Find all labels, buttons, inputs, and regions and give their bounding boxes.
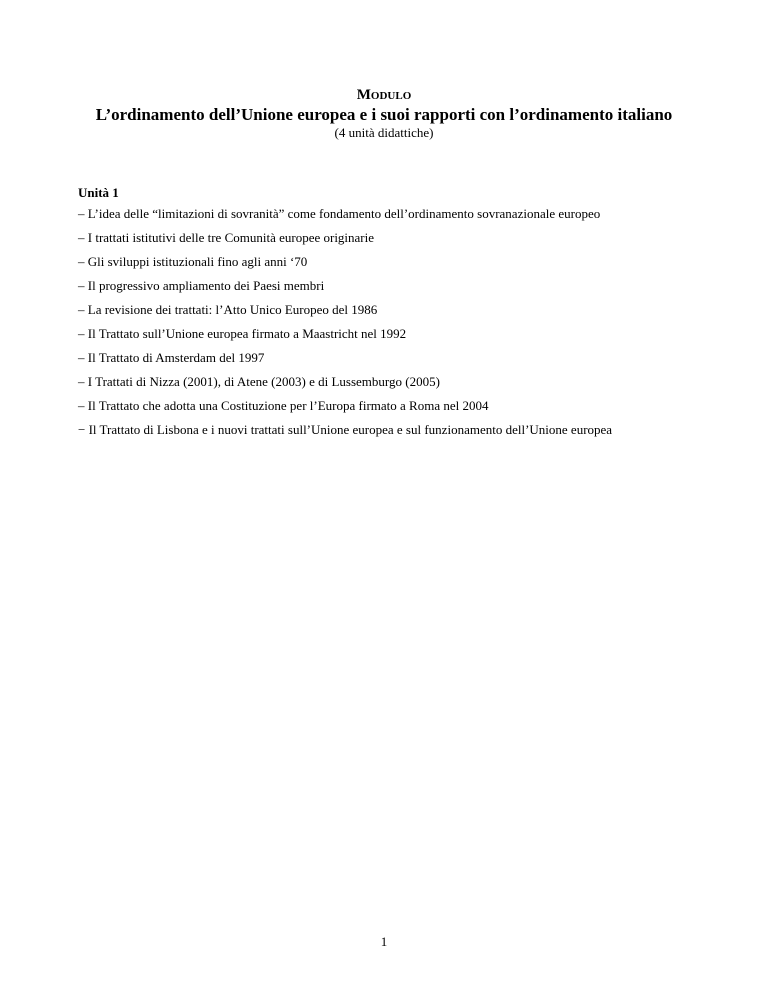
- topic-item: – La revisione dei trattati: l’Atto Unico Europeo del 1986: [78, 302, 378, 317]
- topic-item: – Il Trattato di Amsterdam del 1997: [78, 350, 265, 365]
- document-page: [78, 0, 690, 994]
- topic-item: − Il Trattato di Lisbona e i nuovi trattati sull’Unione europea e sul funzionamento dell’Unione europea: [78, 422, 613, 437]
- topic-list: [78, 206, 690, 446]
- page-number: 1: [380, 934, 388, 949]
- document-title: L’ordinamento dell’Unione europea e i suoi rapporti con l’ordinamento italiano: [95, 105, 673, 124]
- topic-item: – Il Trattato che adotta una Costituzione per l’Europa firmato a Roma nel 2004: [78, 398, 489, 413]
- topic-item: – I Trattati di Nizza (2001), di Atene (2003) e di Lussemburgo (2005): [78, 374, 440, 389]
- topic-item: – Il progressivo ampliamento dei Paesi membri: [78, 278, 325, 293]
- topic-item: – Gli sviluppi istituzionali fino agli anni ‘70: [78, 254, 308, 269]
- unit-heading: Unità 1: [78, 185, 119, 200]
- topic-item: – L’idea delle “limitazioni di sovranità” come fondamento dell’ordinamento sovranazionale europeo: [78, 206, 601, 221]
- module-heading: Modulo: [356, 87, 412, 103]
- document-subtitle: (4 unità didattiche): [334, 125, 434, 140]
- title-block: [78, 86, 690, 141]
- topic-item: – Il Trattato sull’Unione europea firmato a Maastricht nel 1992: [78, 326, 407, 341]
- topic-item: – I trattati istitutivi delle tre Comunità europee originarie: [78, 230, 375, 245]
